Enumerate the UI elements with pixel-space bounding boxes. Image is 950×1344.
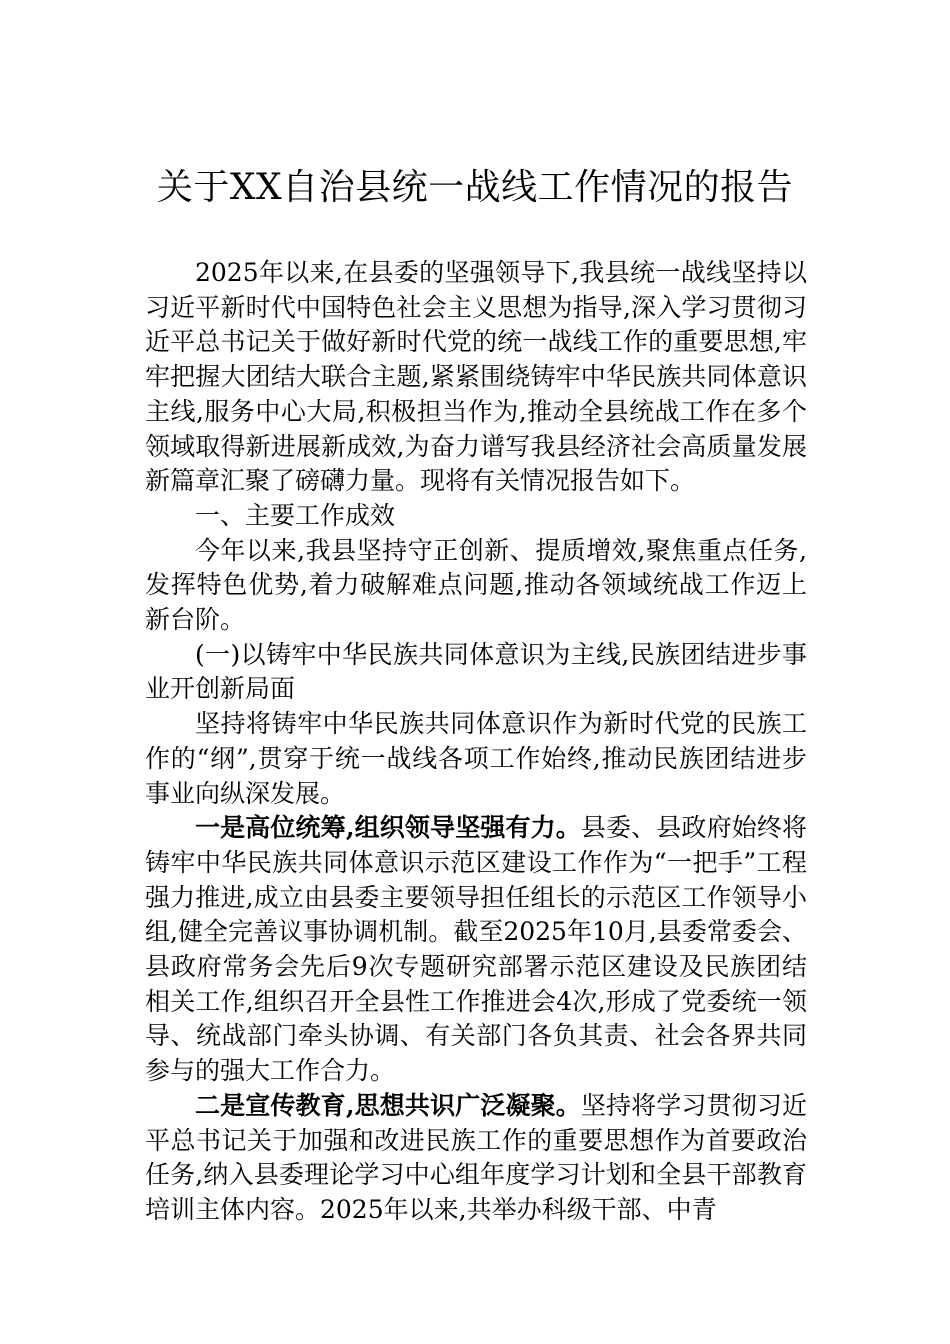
subsection-heading: (一)以铸牢中华民族共同体意识为主线,民族团结进步事业开创新局面 bbox=[145, 639, 807, 704]
point-text-2: 坚持将学习贯彻习近平总书记关于加强和改进民族工作的重要思想作为首要政治任务,纳入县委理论学习中心组年度学习计划和全县干部教育培训主体内容。2025年以来,共举办科级干部、中青 bbox=[145, 1090, 807, 1224]
section-intro-paragraph: 今年以来,我县坚持守正创新、提质增效,聚焦重点任务,发挥特色优势,着力破解难点问题,推动各领域统战工作迈上新台阶。 bbox=[145, 535, 807, 635]
point-text-1: 县委、县政府始终将铸牢中华民族共同体意识示范区建设工作作为“一把手”工程强力推进,成立由县委主要领导担任组长的示范区工作领导小组,健全完善议事协调机制。截至2025年10月,县委常委会、县政府常务会先后9次专题研究部署示范区建设及民族团结相关工作,组织召开全县性工作推进会4次,形成了党委统一领导、统战部门牵头协调、有关部门各负其责、社会各界共同参与的强大工作合力。 bbox=[145, 813, 807, 1086]
point-paragraph-1 bbox=[145, 811, 807, 1089]
point-lead-2: 二是宣传教育,思想共识广泛凝聚。 bbox=[195, 1090, 581, 1120]
section-heading: 一、主要工作成效 bbox=[195, 500, 396, 530]
point-paragraph-2 bbox=[145, 1089, 807, 1228]
intro-paragraph: 2025年以来,在县委的坚强领导下,我县统一战线坚持以习近平新时代中国特色社会主义思想为指导,深入学习贯彻习近平总书记关于做好新时代党的统一战线工作的重要思想,牢牢把握大团结大联合主题,紧紧围绕铸牢中华民族共同体意识主线,服务中心大局,积极担当作为,推动全县统战工作在多个领域取得新进展新成效,为奋力谱写我县经济社会高质量发展新篇章汇聚了磅礴力量。现将有关情况报告如下。 bbox=[145, 258, 807, 496]
document-body bbox=[145, 256, 807, 1228]
document-title: 关于XX自治县统一战线工作情况的报告 bbox=[156, 167, 794, 208]
point-lead-1: 一是高位统筹,组织领导坚强有力。 bbox=[195, 813, 581, 843]
subsection-intro-paragraph: 坚持将铸牢中华民族共同体意识作为新时代党的民族工作的“纲”,贯穿于统一战线各项工作始终,推动民族团结进步事业向纵深发展。 bbox=[145, 709, 807, 808]
